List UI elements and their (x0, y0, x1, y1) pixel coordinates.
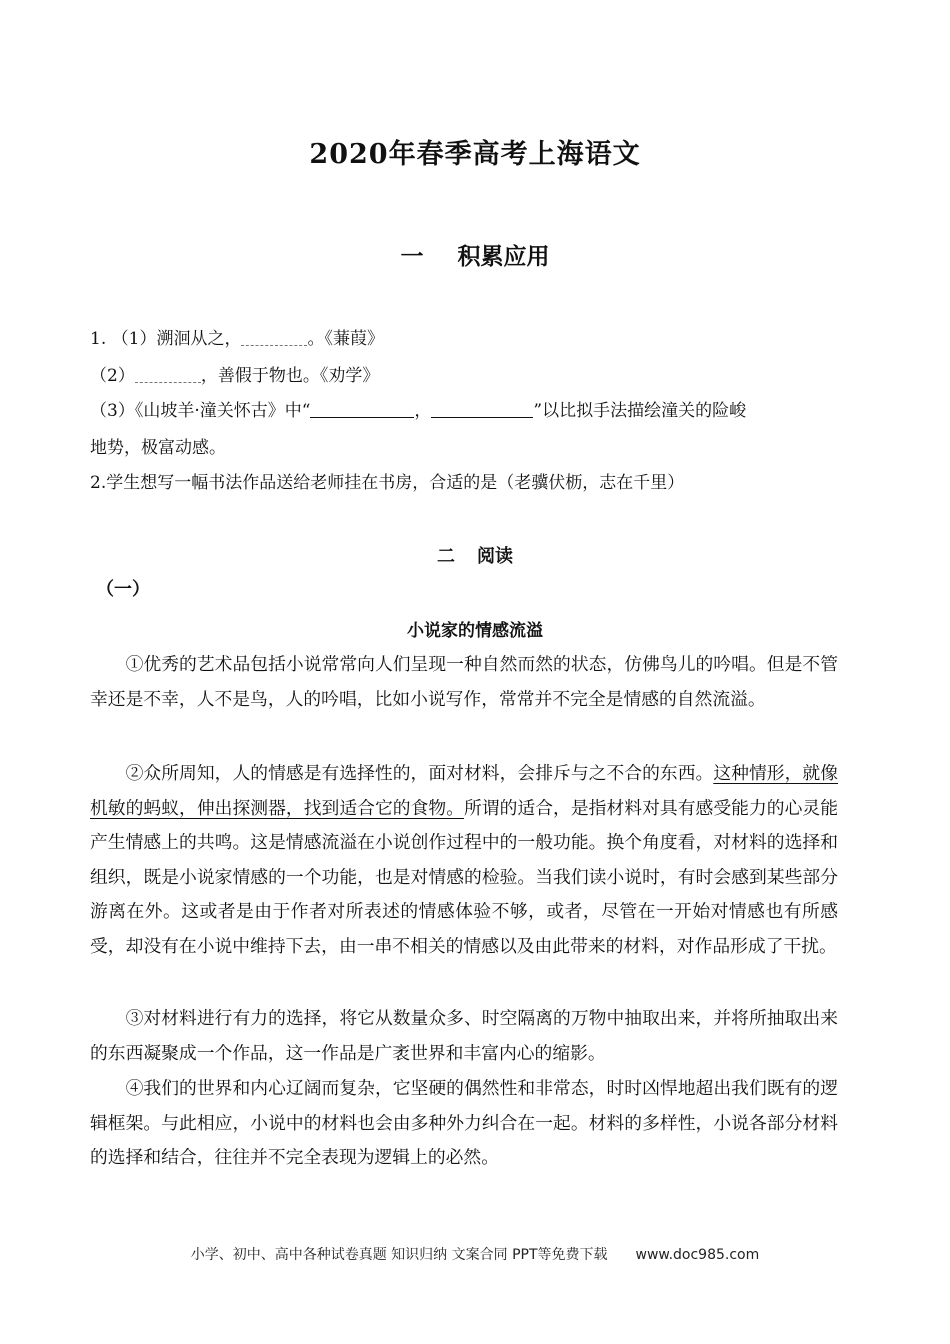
article-paragraph-1: ①优秀的艺术品包括小说常常向人们呈现一种自然而然的状态，仿佛鸟儿的吟唱。但是不管幸还是不幸，人不是鸟，人的吟唱，比如小说写作，常常并不完全是情感的自然流溢。 (90, 654, 838, 710)
footer (0, 1244, 950, 1264)
article-paragraph-2: ②众所周知，人的情感是有选择性的，面对材料，会排斥与之不合的东西。这种情形，就像机敏的蚂蚁，伸出探测器，找到适合它的食物。所谓的适合，是指材料对具有感受能力的心灵能产生情感上的共鸣。这是情感流溢在小说创作过程中的一般功能。换个角度看，对材料的选择和组织，既是小说家情感的一个功能，也是对情感的检验。当我们读小说时，有时会感到某些部分游离在外。这或者是由于作者对所表述的情感体验不够，或者，尽管在一开始对情感也有所感受，却没有在小说中维持下去，由一串不相关的情感以及由此带来的材料，对作品形成了干扰。 (90, 763, 838, 957)
question-1-part-3-continued: 地势，极富动感。 (90, 438, 226, 458)
part-label: （一） (96, 579, 150, 600)
question-2: 2.学生想写一幅书法作品送给老师挂在书房，合适的是（老骥伏枥，志在千里） (90, 473, 685, 493)
question-1-part-3: （3）《山坡羊·潼关怀古》中“ ， ”以比拟手法描绘潼关的险峻 (90, 401, 747, 421)
section-1-title: 积累应用 (457, 243, 550, 270)
section-2-heading (0, 542, 950, 568)
question-1-part-1: 1. （1）溯洄从之， 。《蒹葭》 (90, 329, 384, 349)
answer-blank (135, 366, 201, 383)
underlined-sentence: 这种情形，就像机敏的蚂蚁，伸出探测器，找到适合它的食物。 (90, 763, 838, 819)
section-2-title: 阅读 (477, 546, 513, 567)
answer-blank (241, 329, 307, 346)
page-title: 2020年春季高考上海语文 (309, 139, 641, 170)
answer-blank (431, 401, 533, 418)
footer-url[interactable]: www.doc985.com (635, 1247, 760, 1263)
article-paragraph-4: ④我们的世界和内心辽阔而复杂，它坚硬的偶然性和非常态，时时凶悍地超出我们既有的逻辑框架。与此相应，小说中的材料也会由多种外力纠合在一起。材料的多样性，小说各部分材料的选择和结合，往往并不完全表现为逻辑上的必然。 (90, 1078, 838, 1169)
answer-blank (310, 401, 414, 418)
article-paragraph-3: ③对材料进行有力的选择，将它从数量众多、时空隔离的万物中抽取出来，并将所抽取出来的东西凝聚成一个作品，这一作品是广袤世界和丰富内心的缩影。 (90, 1008, 838, 1064)
section-1-number: 一 (400, 243, 424, 270)
question-1-part-2: （2） ，善假于物也。《劝学》 (90, 366, 380, 386)
article-title: 小说家的情感流溢 (407, 621, 543, 641)
footer-text: 小学、初中、高中各种试卷真题 知识归纳 文案合同 PPT等免费下载 (190, 1247, 608, 1263)
section-1-heading (0, 238, 950, 271)
section-2-number: 二 (437, 546, 455, 567)
